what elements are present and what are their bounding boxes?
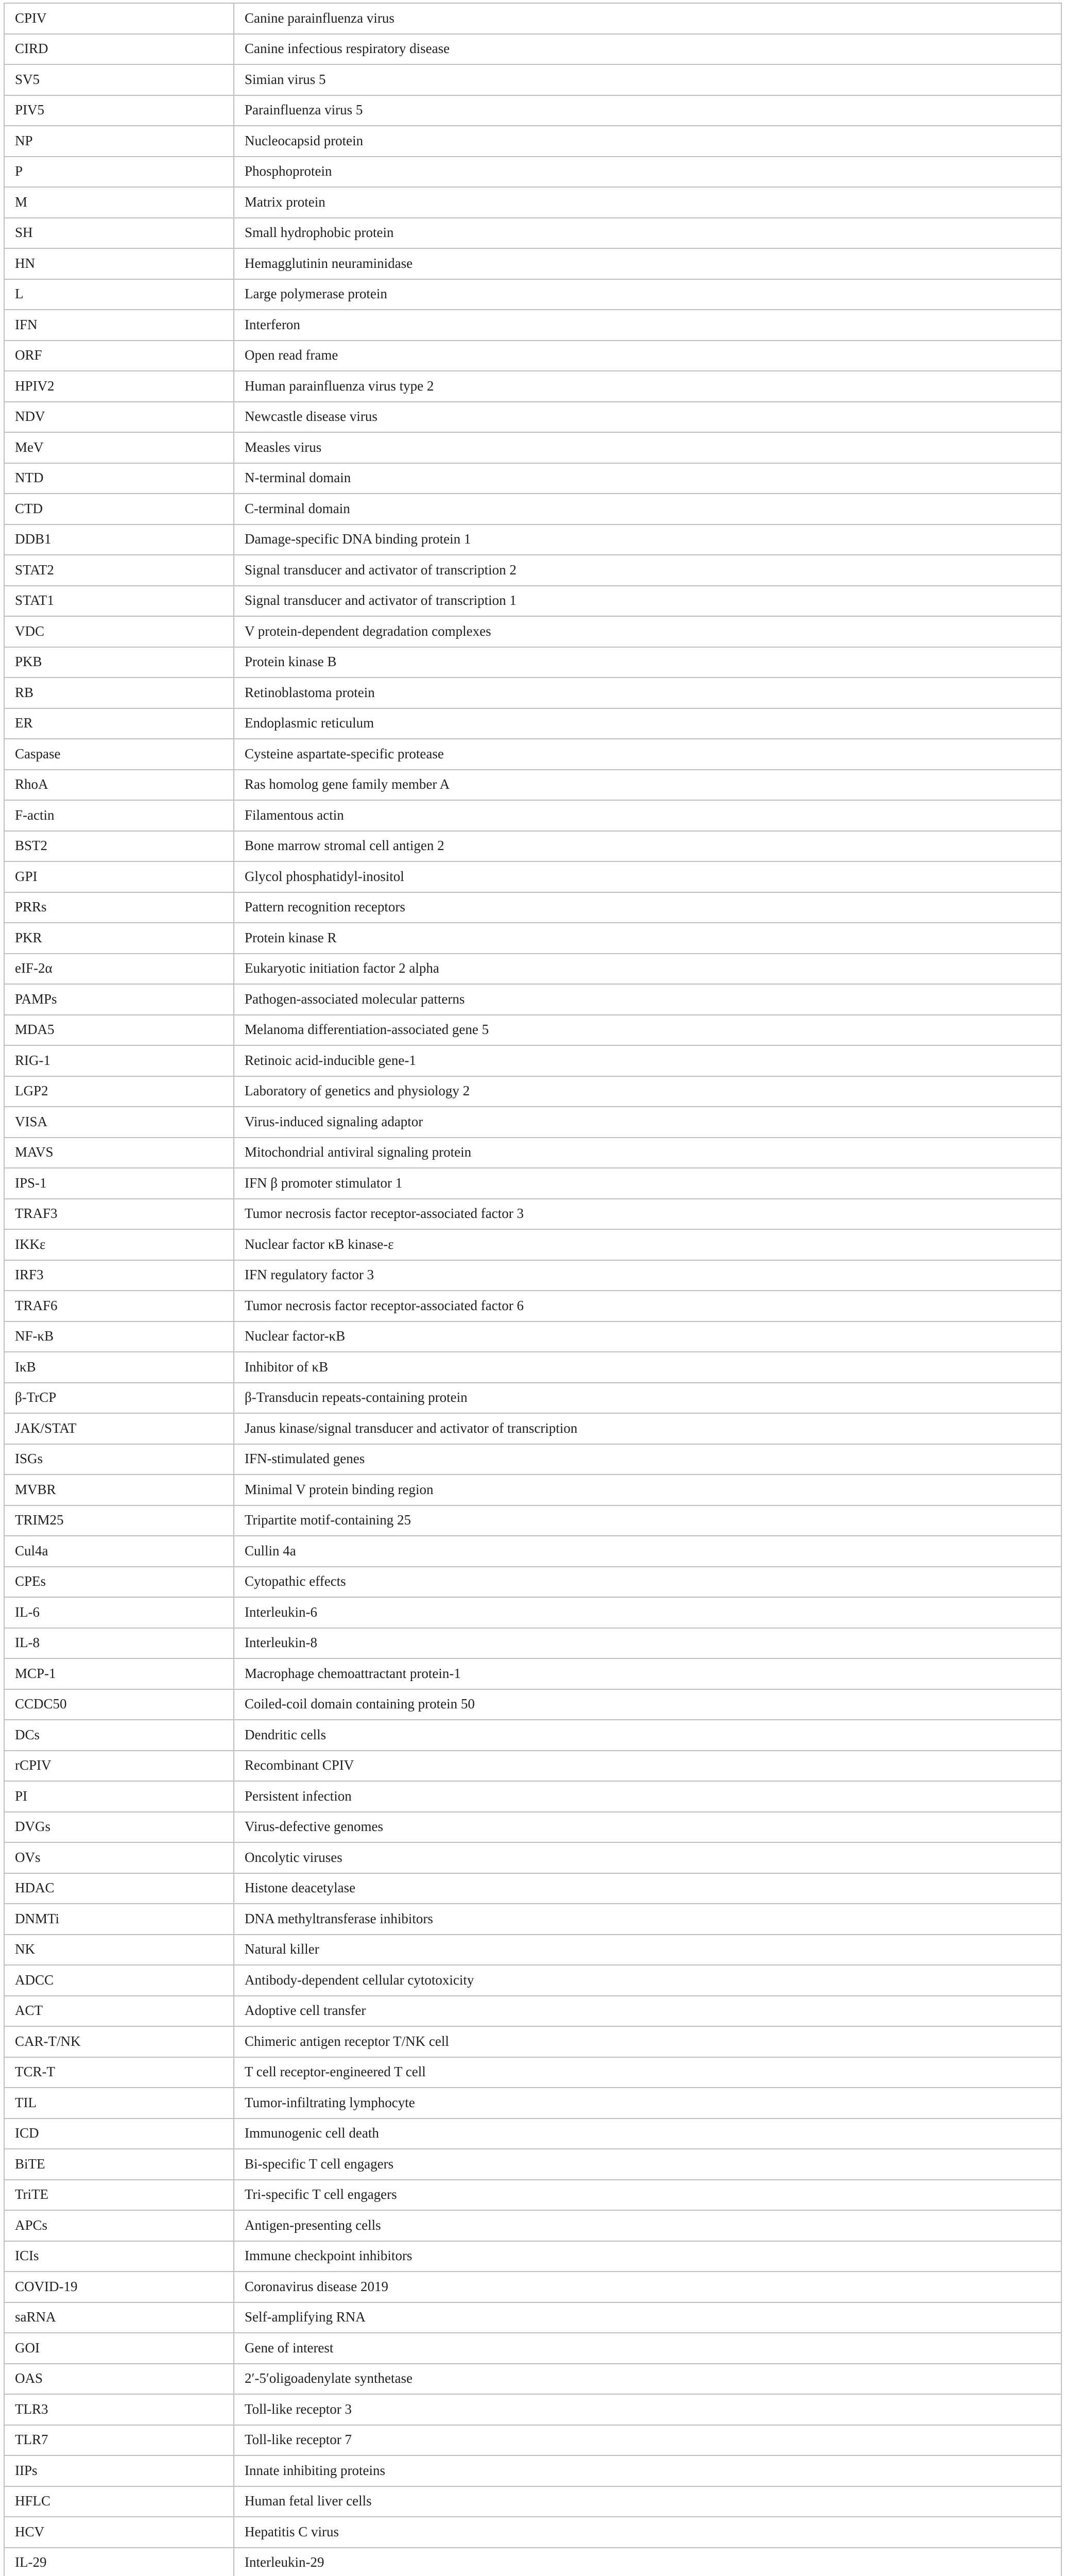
definition-cell: Adoptive cell transfer xyxy=(234,1996,1061,2027)
table-row xyxy=(4,64,1061,95)
definition-cell: IFN β promoter stimulator 1 xyxy=(234,1168,1061,1199)
definition-cell: Filamentous actin xyxy=(234,800,1061,831)
definition-cell: Signal transducer and activator of transcription 1 xyxy=(234,586,1061,617)
table-row xyxy=(4,2088,1061,2119)
definition-cell: Mitochondrial antiviral signaling protein xyxy=(234,1138,1061,1168)
table-row xyxy=(4,1904,1061,1935)
abbreviation-cell: IL-29 xyxy=(4,2548,234,2576)
definition-cell: Tumor necrosis factor receptor-associated factor 6 xyxy=(234,1291,1061,1321)
abbreviation-cell: IPS-1 xyxy=(4,1168,234,1199)
table-row xyxy=(4,310,1061,341)
definition-cell: Phosphoprotein xyxy=(234,157,1061,188)
abbreviations-table-body xyxy=(4,3,1061,2576)
abbreviation-cell: Caspase xyxy=(4,739,234,770)
table-row xyxy=(4,1873,1061,1904)
definition-cell: Interferon xyxy=(234,310,1061,341)
table-row xyxy=(4,95,1061,126)
definition-cell: Pattern recognition receptors xyxy=(234,892,1061,923)
abbreviation-cell: NK xyxy=(4,1935,234,1965)
definition-cell: Interleukin-6 xyxy=(234,1597,1061,1628)
abbreviation-cell: TLR3 xyxy=(4,2394,234,2425)
abbreviation-cell: SV5 xyxy=(4,64,234,95)
abbreviation-cell: ISGs xyxy=(4,1444,234,1475)
definition-cell: Canine parainfluenza virus xyxy=(234,3,1061,34)
table-row xyxy=(4,923,1061,954)
definition-cell: Cysteine aspartate-specific protease xyxy=(234,739,1061,770)
abbreviation-cell: IRF3 xyxy=(4,1260,234,1291)
table-row xyxy=(4,2486,1061,2517)
table-row xyxy=(4,770,1061,801)
definition-cell: Retinoic acid-inducible gene-1 xyxy=(234,1045,1061,1076)
abbreviation-cell: HFLC xyxy=(4,2486,234,2517)
table-row xyxy=(4,1168,1061,1199)
abbreviation-cell: PI xyxy=(4,1781,234,1812)
abbreviation-cell: DVGs xyxy=(4,1812,234,1843)
abbreviation-cell: NDV xyxy=(4,402,234,433)
definition-cell: Janus kinase/signal transducer and activator of transcription xyxy=(234,1413,1061,1444)
table-row xyxy=(4,1781,1061,1812)
abbreviation-cell: TIL xyxy=(4,2088,234,2119)
definition-cell: Nuclear factor κB kinase-ε xyxy=(234,1229,1061,1260)
definition-cell: Measles virus xyxy=(234,432,1061,463)
definition-cell: V protein-dependent degradation complexes xyxy=(234,616,1061,647)
abbreviation-cell: saRNA xyxy=(4,2302,234,2333)
abbreviation-cell: Cul4a xyxy=(4,1536,234,1567)
abbreviation-cell: CTD xyxy=(4,494,234,524)
table-row xyxy=(4,1475,1061,1505)
abbreviation-cell: PAMPs xyxy=(4,984,234,1015)
definition-cell: Interleukin-8 xyxy=(234,1628,1061,1659)
abbreviation-cell: CIRD xyxy=(4,34,234,65)
definition-cell: Coronavirus disease 2019 xyxy=(234,2272,1061,2302)
abbreviation-cell: L xyxy=(4,279,234,310)
definition-cell: Virus-induced signaling adaptor xyxy=(234,1107,1061,1138)
abbreviation-cell: RhoA xyxy=(4,770,234,801)
table-row xyxy=(4,126,1061,157)
definition-cell: Matrix protein xyxy=(234,187,1061,218)
table-row xyxy=(4,1291,1061,1321)
abbreviation-cell: TLR7 xyxy=(4,2425,234,2456)
table-row xyxy=(4,402,1061,433)
abbreviation-cell: GOI xyxy=(4,2333,234,2364)
abbreviation-cell: BiTE xyxy=(4,2149,234,2180)
table-row xyxy=(4,2302,1061,2333)
definition-cell: 2′-5′oligoadenylate synthetase xyxy=(234,2364,1061,2395)
definition-cell: N-terminal domain xyxy=(234,463,1061,494)
definition-cell: Virus-defective genomes xyxy=(234,1812,1061,1843)
definition-cell: Recombinant CPIV xyxy=(234,1751,1061,1782)
table-row xyxy=(4,524,1061,555)
definition-cell: Oncolytic viruses xyxy=(234,1842,1061,1873)
table-row xyxy=(4,2394,1061,2425)
abbreviation-cell: OVs xyxy=(4,1842,234,1873)
abbreviation-cell: MeV xyxy=(4,432,234,463)
table-row xyxy=(4,341,1061,371)
abbreviation-cell: rCPIV xyxy=(4,1751,234,1782)
table-row xyxy=(4,1138,1061,1168)
definition-cell: Immunogenic cell death xyxy=(234,2119,1061,2149)
table-row xyxy=(4,1536,1061,1567)
definition-cell: Parainfluenza virus 5 xyxy=(234,95,1061,126)
definition-cell: Minimal V protein binding region xyxy=(234,1475,1061,1505)
table-row xyxy=(4,2149,1061,2180)
abbreviation-cell: APCs xyxy=(4,2210,234,2241)
abbreviation-cell: IκB xyxy=(4,1352,234,1383)
definition-cell: Signal transducer and activator of transcription 2 xyxy=(234,555,1061,586)
table-row xyxy=(4,861,1061,892)
table-row xyxy=(4,494,1061,524)
abbreviation-cell: CPIV xyxy=(4,3,234,34)
abbreviation-cell: STAT2 xyxy=(4,555,234,586)
table-row xyxy=(4,1413,1061,1444)
abbreviation-cell: ICIs xyxy=(4,2241,234,2272)
table-row xyxy=(4,831,1061,862)
table-row xyxy=(4,1597,1061,1628)
abbreviation-cell: RB xyxy=(4,677,234,708)
definition-cell: Eukaryotic initiation factor 2 alpha xyxy=(234,954,1061,985)
table-row xyxy=(4,1965,1061,1996)
table-row xyxy=(4,187,1061,218)
table-row xyxy=(4,157,1061,188)
abbreviation-cell: ER xyxy=(4,708,234,739)
abbreviation-cell: STAT1 xyxy=(4,586,234,617)
table-row xyxy=(4,248,1061,279)
abbreviation-cell: MVBR xyxy=(4,1475,234,1505)
definition-cell: Self-amplifying RNA xyxy=(234,2302,1061,2333)
table-row xyxy=(4,1321,1061,1352)
definition-cell: Laboratory of genetics and physiology 2 xyxy=(234,1076,1061,1107)
table-row xyxy=(4,1015,1061,1046)
table-row xyxy=(4,432,1061,463)
abbreviation-cell: DCs xyxy=(4,1720,234,1751)
abbreviation-cell: PKR xyxy=(4,923,234,954)
definition-cell: Gene of interest xyxy=(234,2333,1061,2364)
table-row xyxy=(4,1751,1061,1782)
table-row xyxy=(4,1199,1061,1230)
definition-cell: Immune checkpoint inhibitors xyxy=(234,2241,1061,2272)
table-row xyxy=(4,1045,1061,1076)
abbreviation-cell: F-actin xyxy=(4,800,234,831)
abbreviation-cell: RIG-1 xyxy=(4,1045,234,1076)
abbreviation-cell: ORF xyxy=(4,341,234,371)
definition-cell: Pathogen-associated molecular patterns xyxy=(234,984,1061,1015)
table-row xyxy=(4,800,1061,831)
abbreviation-cell: TRIM25 xyxy=(4,1505,234,1536)
table-row xyxy=(4,1567,1061,1598)
abbreviation-cell: IL-6 xyxy=(4,1597,234,1628)
abbreviation-cell: ADCC xyxy=(4,1965,234,1996)
definition-cell: Protein kinase R xyxy=(234,923,1061,954)
abbreviation-cell: PRRs xyxy=(4,892,234,923)
abbreviation-cell: β-TrCP xyxy=(4,1383,234,1414)
abbreviations-table-container xyxy=(4,3,1061,2576)
definition-cell: Tumor-infiltrating lymphocyte xyxy=(234,2088,1061,2119)
table-row xyxy=(4,2180,1061,2211)
abbreviation-cell: DNMTi xyxy=(4,1904,234,1935)
table-row xyxy=(4,892,1061,923)
definition-cell: Innate inhibiting proteins xyxy=(234,2455,1061,2486)
definition-cell: Protein kinase B xyxy=(234,647,1061,678)
table-row xyxy=(4,1720,1061,1751)
abbreviation-cell: LGP2 xyxy=(4,1076,234,1107)
abbreviation-cell: VDC xyxy=(4,616,234,647)
definition-cell: Canine infectious respiratory disease xyxy=(234,34,1061,65)
definition-cell: Nucleocapsid protein xyxy=(234,126,1061,157)
definition-cell: Coiled-coil domain containing protein 50 xyxy=(234,1689,1061,1720)
definition-cell: Chimeric antigen receptor T/NK cell xyxy=(234,2026,1061,2057)
table-row xyxy=(4,2425,1061,2456)
definition-cell: β-Transducin repeats-containing protein xyxy=(234,1383,1061,1414)
table-row xyxy=(4,1996,1061,2027)
definition-cell: Hemagglutinin neuraminidase xyxy=(234,248,1061,279)
definition-cell: Small hydrophobic protein xyxy=(234,218,1061,249)
abbreviations-table xyxy=(4,3,1062,2576)
abbreviation-cell: DDB1 xyxy=(4,524,234,555)
abbreviation-cell: TRAF3 xyxy=(4,1199,234,1230)
table-row xyxy=(4,2455,1061,2486)
definition-cell: T cell receptor-engineered T cell xyxy=(234,2057,1061,2088)
abbreviation-cell: CCDC50 xyxy=(4,1689,234,1720)
table-row xyxy=(4,647,1061,678)
table-row xyxy=(4,2026,1061,2057)
table-row xyxy=(4,2119,1061,2149)
table-row xyxy=(4,1658,1061,1689)
abbreviation-cell: MAVS xyxy=(4,1138,234,1168)
abbreviation-cell: IIPs xyxy=(4,2455,234,2486)
definition-cell: Retinoblastoma protein xyxy=(234,677,1061,708)
abbreviation-cell: ICD xyxy=(4,2119,234,2149)
definition-cell: Histone deacetylase xyxy=(234,1873,1061,1904)
definition-cell: Interleukin-29 xyxy=(234,2548,1061,2576)
abbreviation-cell: JAK/STAT xyxy=(4,1413,234,1444)
table-row xyxy=(4,371,1061,402)
abbreviation-cell: TCR-T xyxy=(4,2057,234,2088)
abbreviation-cell: NTD xyxy=(4,463,234,494)
table-row xyxy=(4,1107,1061,1138)
table-row xyxy=(4,1229,1061,1260)
definition-cell: Bi-specific T cell engagers xyxy=(234,2149,1061,2180)
table-row xyxy=(4,616,1061,647)
abbreviation-cell: HN xyxy=(4,248,234,279)
table-row xyxy=(4,1444,1061,1475)
definition-cell: Dendritic cells xyxy=(234,1720,1061,1751)
abbreviation-cell: CPEs xyxy=(4,1567,234,1598)
definition-cell: Tumor necrosis factor receptor-associated factor 3 xyxy=(234,1199,1061,1230)
abbreviation-cell: HPIV2 xyxy=(4,371,234,402)
abbreviation-cell: ACT xyxy=(4,1996,234,2027)
abbreviation-cell: NP xyxy=(4,126,234,157)
definition-cell: Damage-specific DNA binding protein 1 xyxy=(234,524,1061,555)
definition-cell: Tripartite motif-containing 25 xyxy=(234,1505,1061,1536)
table-row xyxy=(4,2548,1061,2576)
definition-cell: Human parainfluenza virus type 2 xyxy=(234,371,1061,402)
table-row xyxy=(4,1352,1061,1383)
abbreviation-cell: HCV xyxy=(4,2517,234,2548)
definition-cell: Natural killer xyxy=(234,1935,1061,1965)
table-row xyxy=(4,2272,1061,2302)
abbreviation-cell: BST2 xyxy=(4,831,234,862)
table-row xyxy=(4,739,1061,770)
table-row xyxy=(4,1842,1061,1873)
definition-cell: Bone marrow stromal cell antigen 2 xyxy=(234,831,1061,862)
abbreviation-cell: TRAF6 xyxy=(4,1291,234,1321)
table-row xyxy=(4,279,1061,310)
definition-cell: Toll-like receptor 7 xyxy=(234,2425,1061,2456)
definition-cell: C-terminal domain xyxy=(234,494,1061,524)
definition-cell: Antibody-dependent cellular cytotoxicity xyxy=(234,1965,1061,1996)
abbreviation-cell: eIF-2α xyxy=(4,954,234,985)
table-row xyxy=(4,2333,1061,2364)
definition-cell: Simian virus 5 xyxy=(234,64,1061,95)
table-row xyxy=(4,1689,1061,1720)
table-row xyxy=(4,2057,1061,2088)
definition-cell: Hepatitis C virus xyxy=(234,2517,1061,2548)
table-row xyxy=(4,1628,1061,1659)
table-row xyxy=(4,1935,1061,1965)
definition-cell: IFN-stimulated genes xyxy=(234,1444,1061,1475)
abbreviation-cell: TriTE xyxy=(4,2180,234,2211)
table-row xyxy=(4,555,1061,586)
table-row xyxy=(4,34,1061,65)
definition-cell: Cytopathic effects xyxy=(234,1567,1061,1598)
definition-cell: Nuclear factor-κB xyxy=(234,1321,1061,1352)
table-row xyxy=(4,2210,1061,2241)
table-row xyxy=(4,2517,1061,2548)
abbreviation-cell: MDA5 xyxy=(4,1015,234,1046)
definition-cell: Open read frame xyxy=(234,341,1061,371)
abbreviation-cell: GPI xyxy=(4,861,234,892)
abbreviation-cell: SH xyxy=(4,218,234,249)
table-row xyxy=(4,1505,1061,1536)
definition-cell: Toll-like receptor 3 xyxy=(234,2394,1061,2425)
definition-cell: Glycol phosphatidyl-inositol xyxy=(234,861,1061,892)
table-row xyxy=(4,1076,1061,1107)
definition-cell: Persistent infection xyxy=(234,1781,1061,1812)
table-row xyxy=(4,708,1061,739)
table-row xyxy=(4,218,1061,249)
table-row xyxy=(4,1812,1061,1843)
definition-cell: Cullin 4a xyxy=(234,1536,1061,1567)
definition-cell: Large polymerase protein xyxy=(234,279,1061,310)
definition-cell: DNA methyltransferase inhibitors xyxy=(234,1904,1061,1935)
table-row xyxy=(4,2241,1061,2272)
table-row xyxy=(4,1260,1061,1291)
abbreviation-cell: HDAC xyxy=(4,1873,234,1904)
table-row xyxy=(4,2364,1061,2395)
definition-cell: Ras homolog gene family member A xyxy=(234,770,1061,801)
abbreviation-cell: COVID-19 xyxy=(4,2272,234,2302)
abbreviation-cell: PIV5 xyxy=(4,95,234,126)
definition-cell: Newcastle disease virus xyxy=(234,402,1061,433)
definition-cell: Endoplasmic reticulum xyxy=(234,708,1061,739)
abbreviation-cell: PKB xyxy=(4,647,234,678)
table-row xyxy=(4,463,1061,494)
definition-cell: Melanoma differentiation-associated gene 5 xyxy=(234,1015,1061,1046)
definition-cell: IFN regulatory factor 3 xyxy=(234,1260,1061,1291)
table-row xyxy=(4,954,1061,985)
abbreviation-cell: OAS xyxy=(4,2364,234,2395)
abbreviation-cell: CAR-T/NK xyxy=(4,2026,234,2057)
table-row xyxy=(4,3,1061,34)
abbreviation-cell: MCP-1 xyxy=(4,1658,234,1689)
abbreviation-cell: IL-8 xyxy=(4,1628,234,1659)
abbreviation-cell: P xyxy=(4,157,234,188)
abbreviation-cell: M xyxy=(4,187,234,218)
abbreviation-cell: VISA xyxy=(4,1107,234,1138)
table-row xyxy=(4,586,1061,617)
definition-cell: Human fetal liver cells xyxy=(234,2486,1061,2517)
table-row xyxy=(4,677,1061,708)
definition-cell: Tri-specific T cell engagers xyxy=(234,2180,1061,2211)
definition-cell: Inhibitor of κB xyxy=(234,1352,1061,1383)
table-row xyxy=(4,984,1061,1015)
definition-cell: Macrophage chemoattractant protein-1 xyxy=(234,1658,1061,1689)
definition-cell: Antigen-presenting cells xyxy=(234,2210,1061,2241)
abbreviation-cell: IKKε xyxy=(4,1229,234,1260)
abbreviation-cell: IFN xyxy=(4,310,234,341)
table-row xyxy=(4,1383,1061,1414)
abbreviation-cell: NF-κB xyxy=(4,1321,234,1352)
